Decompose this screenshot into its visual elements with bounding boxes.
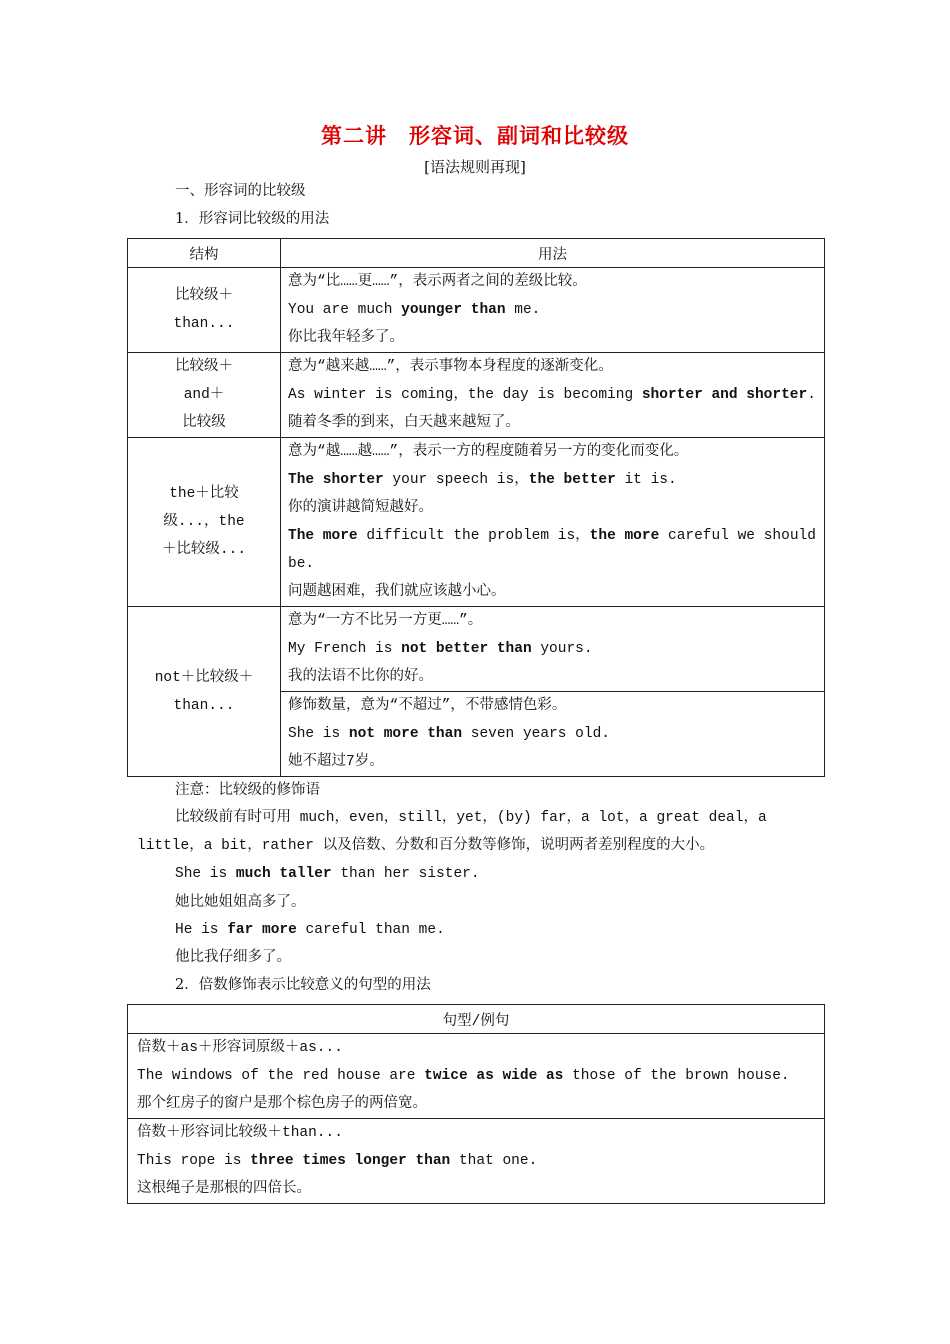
section-heading: 一、形容词的比较级 (175, 183, 306, 199)
text-segment: As winter is coming，the day is becoming (288, 387, 642, 403)
example-sentence (175, 864, 480, 884)
emphasized-phrase: not more than (348, 726, 463, 742)
emphasized-phrase: three times longer than (250, 1153, 451, 1169)
structure-line: than... (173, 316, 235, 332)
usage-cell (281, 607, 825, 692)
usage-line (288, 268, 817, 296)
text-segment: 意为“一方不比另一方更……”。 (288, 613, 483, 629)
emphasized-phrase: The shorter (288, 472, 384, 488)
emphasized-phrase: twice as wide as (424, 1068, 564, 1084)
table-row (128, 1034, 825, 1119)
text-segment: careful we should (659, 528, 816, 544)
usage-line (288, 353, 817, 381)
pattern-line (137, 1175, 817, 1203)
text-segment: 倍数＋as＋形容词原级＋as... (137, 1040, 343, 1056)
usage-cell (281, 692, 825, 777)
usage-line (288, 466, 817, 494)
usage-cell (281, 438, 825, 607)
text-segment: me. (505, 302, 541, 318)
note-paragraph-line: little，a bit，rather 以及倍数、分数和百分数等修饰，说明两者差别程度的大小。 (137, 838, 715, 854)
structure-line: and＋ (183, 387, 225, 403)
table-row (128, 353, 825, 438)
text-segment: careful than me. (296, 922, 445, 938)
table-row (128, 438, 825, 607)
text-segment: difficult the problem is， (357, 528, 590, 544)
structure-line: 比较级 (182, 415, 226, 431)
text-segment: 意为“越来越……”，表示事物本身程度的逐渐变化。 (288, 359, 613, 375)
usage-line (288, 720, 817, 748)
text-segment: your speech is， (383, 472, 529, 488)
text-segment: 意为“越……越……”，表示一方的程度随着另一方的变化而变化。 (288, 444, 689, 460)
page-subtitle: [语法规则再现] (424, 158, 526, 176)
structure-line: than... (173, 697, 235, 714)
emphasized-phrase: the better (528, 472, 616, 488)
pattern-line (137, 1090, 817, 1118)
text-segment: 你比我年轻多了。 (288, 330, 404, 346)
example-translation: 他比我仔细多了。 (175, 949, 291, 965)
text-segment: those of the brown house. (563, 1068, 790, 1084)
structure-line: the＋比较 (169, 486, 239, 502)
multiple-comparison-table (127, 1004, 825, 1204)
example-translation: 她比她姐姐高多了。 (175, 894, 306, 910)
structure-line: 级...，the (163, 514, 245, 530)
table-row (128, 607, 825, 692)
usage-line (288, 663, 817, 691)
usage-line (288, 635, 817, 663)
pattern-line (137, 1062, 817, 1090)
note-paragraph-line: 比较级前有时可用 much，even，still，yet，(by) far，a lot，a great deal，a (175, 810, 767, 826)
pattern-cell (128, 1034, 825, 1119)
structure-line: not＋比较级＋ (154, 669, 254, 686)
usage-line (288, 296, 817, 324)
text-segment: 随着冬季的到来，白天越来越短了。 (288, 415, 520, 431)
table-header-cell: 句型/例句 (128, 1005, 825, 1034)
note-heading: 注意：比较级的修饰语 (175, 782, 320, 798)
usage-line (288, 578, 817, 606)
table-header-row (128, 239, 825, 268)
text-segment: that one. (450, 1153, 538, 1169)
text-segment: This rope is (137, 1153, 251, 1169)
subsection-heading: 2．倍数修饰表示比较意义的句型的用法 (175, 977, 431, 993)
subsection-heading: 1．形容词比较级的用法 (175, 211, 330, 227)
usage-line (288, 550, 817, 578)
text-segment: 这根绳子是那根的四倍长。 (137, 1181, 311, 1197)
pattern-cell (128, 1119, 825, 1204)
text-segment: 我的法语不比你的好。 (288, 669, 433, 685)
structure-cell (128, 268, 281, 353)
text-segment: yours. (531, 641, 593, 657)
emphasized-phrase: much taller (235, 866, 332, 882)
text-segment: it is. (615, 472, 677, 488)
text-segment: My French is (288, 641, 402, 657)
emphasized-phrase: shorter and shorter (641, 387, 808, 403)
table-row (128, 268, 825, 353)
text-segment: 那个红房子的窗户是那个棕色房子的两倍宽。 (137, 1096, 427, 1112)
structure-line: 比较级＋ (175, 359, 233, 375)
table-row (128, 1119, 825, 1204)
text-segment: The windows of the red house are (137, 1068, 425, 1084)
text-segment: She is (175, 866, 236, 882)
text-segment: 问题越困难，我们就应该越小心。 (288, 584, 506, 600)
usage-line (288, 607, 817, 635)
usage-line (288, 692, 817, 720)
text-segment: 修饰数量，意为“不超过”，不带感情色彩。 (288, 698, 567, 714)
example-sentence (175, 920, 445, 940)
text-segment: than her sister. (331, 866, 480, 882)
emphasized-phrase: not better than (401, 641, 532, 657)
comparative-usage-table (127, 238, 825, 777)
text-segment: be. (288, 556, 315, 572)
emphasized-phrase: far more (227, 922, 297, 938)
text-segment: She is (288, 726, 349, 742)
emphasized-phrase: younger than (401, 302, 506, 318)
emphasized-phrase: The more (288, 528, 358, 544)
page-title: 第二讲 形容词、副词和比较级 (321, 124, 629, 148)
text-segment: 你的演讲越简短越好。 (288, 500, 433, 516)
usage-line (288, 324, 817, 352)
text-segment: seven years old. (462, 726, 610, 742)
usage-line (288, 522, 817, 550)
table-header-row (128, 1005, 825, 1034)
structure-cell (128, 607, 281, 777)
usage-line (288, 438, 817, 466)
text-segment: 意为“比……更……”，表示两者之间的差级比较。 (288, 274, 587, 290)
structure-line: 比较级＋ (175, 288, 233, 304)
structure-cell (128, 353, 281, 438)
text-segment: . (807, 387, 816, 403)
text-segment: He is (175, 922, 228, 938)
usage-line (288, 494, 817, 522)
usage-line (288, 381, 817, 409)
pattern-line (137, 1119, 817, 1147)
table-header-cell: 结构 (128, 239, 281, 268)
structure-line: ＋比较级... (161, 542, 247, 558)
usage-line (288, 748, 817, 776)
structure-cell (128, 438, 281, 607)
pattern-line (137, 1147, 817, 1175)
usage-cell (281, 268, 825, 353)
text-segment: 倍数＋形容词比较级＋than... (137, 1125, 343, 1141)
text-segment: 她不超过7岁。 (288, 754, 384, 770)
usage-cell (281, 353, 825, 438)
table-header-cell: 用法 (281, 239, 825, 268)
usage-line (288, 409, 817, 437)
emphasized-phrase: the more (589, 528, 660, 544)
pattern-line (137, 1034, 817, 1062)
text-segment: You are much (288, 302, 402, 318)
